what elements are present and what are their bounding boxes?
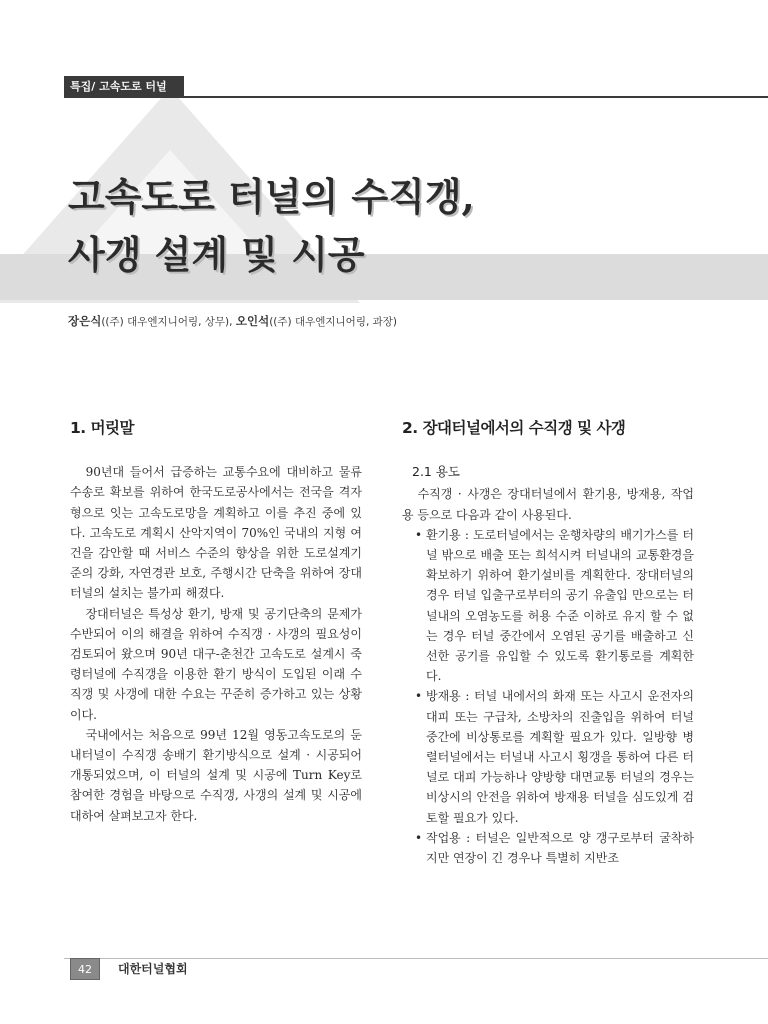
author-separator: , [229,316,236,328]
author-name: 오인석 [235,314,270,328]
page-number: 42 [70,958,100,980]
right-column [402,418,694,868]
body-paragraph: 수직갱 · 사갱은 장대터널에서 환기용, 방재용, 작업용 등으로 다음과 같이 사용된다. [402,487,694,522]
footer-rule [64,958,768,959]
usage-bullet-list [402,525,694,868]
section-heading-shafts: 2. 장대터널에서의 수직갱 및 사갱 [402,419,626,437]
author-byline [68,313,728,329]
author-affiliation: ((주) 대우엔지니어링, 상무) [101,316,230,328]
list-item [402,828,694,868]
list-item-text: 작업용 : 터널은 일반적으로 양 갱구로부터 굴착하지만 연장이 긴 경우나 특별히 지반조 [426,830,694,866]
section-heading-introduction: 1. 머릿말 [70,419,134,437]
list-item-text: 방재용 : 터널 내에서의 화재 또는 사고시 운전자의 대피 또는 구급차, 소방차의 진출입을 위하여 터널 중간에 비상통로를 계획할 필요가 있다. 일방향 병렬터널에서는 터널내 사고시 횡갱을 통하여 다른 터널로 대피 가능하나 양방향 대면교통 터널의 경우는 비상시의 안전을 위하여 방재용 터널을 심도있게 검토할 필요가 있다. [426,689,694,825]
bullet-marker: • [415,527,423,542]
left-column [70,418,362,826]
header-rule [184,96,768,98]
body-paragraph: 국내에서는 처음으로 99년 12월 영동고속도로의 둔내터널이 수직갱 송배기 환기방식으로 설계 · 시공되어 개통되었으며, 이 터널의 설계 및 시공에 Turn Key로 참여한 경험을 바탕으로 수직갱, 사갱의 설계 및 시공에 대하여 살펴보고자 한다. [70,727,362,823]
footer-organization: 대한터널협회 [118,962,188,976]
list-item [402,525,694,687]
section-label: 특집/ 고속도로 터널 [64,76,184,98]
list-item-text: 환기용 : 도로터널에서는 운행차량의 배기가스를 터널 밖으로 배출 또는 희석시켜 터널내의 교통환경을 확보하기 위하여 환기설비를 계획한다. 장대터널의 경우 터널 입출구로부터의 공기 유출입 만으로는 터널내의 오염농도를 허용 수준 이하로 유지 할 수 없는 경우 터널 중간에서 오염된 공기를 배출하고 신선한 공기를 유입할 수 있도록 환기통로를 계획한다. [426,527,694,684]
article-title-line-1: 고속도로 터널의 수직갱, [68,174,475,219]
bullet-marker: • [415,689,423,704]
subsection-heading-usage: 2.1 용도 [412,464,461,480]
article-title-line-2: 사갱 설계 및 시공 [68,232,365,277]
bullet-marker: • [415,830,423,845]
body-paragraph: 90년대 들어서 급증하는 교통수요에 대비하고 물류 수송로 확보를 위하여 한국도로공사에서는 전국을 격자형으로 잇는 고속도로망을 계획하고 이를 추진 중에 있다. 고속도로 계획시 산악지역이 70%인 국내의 지형 여건을 감안할 때 서비스 수준의 향상을 위한 도로설계기준의 강화, 자연경관 보호, 주행시간 단축을 위하여 장대터널의 설치는 불가피 해졌다. [70,465,362,601]
author-affiliation: ((주) 대우엔지니어링, 과장) [269,316,398,328]
body-paragraph: 장대터널은 특성상 환기, 방재 및 공기단축의 문제가 수반되어 이의 해결을 위하여 수직갱 · 사갱의 필요성이 검토되어 왔으며 90년 대구-춘천간 고속도로 설계시 죽령터널에 수직갱을 이용한 환기 방식이 도입된 이래 수직갱 및 사갱에 대한 수요는 꾸준히 증가하고 있는 상황이다. [70,606,362,722]
author-name: 장은식 [68,314,102,328]
article-title [68,168,708,284]
list-item [402,686,694,827]
